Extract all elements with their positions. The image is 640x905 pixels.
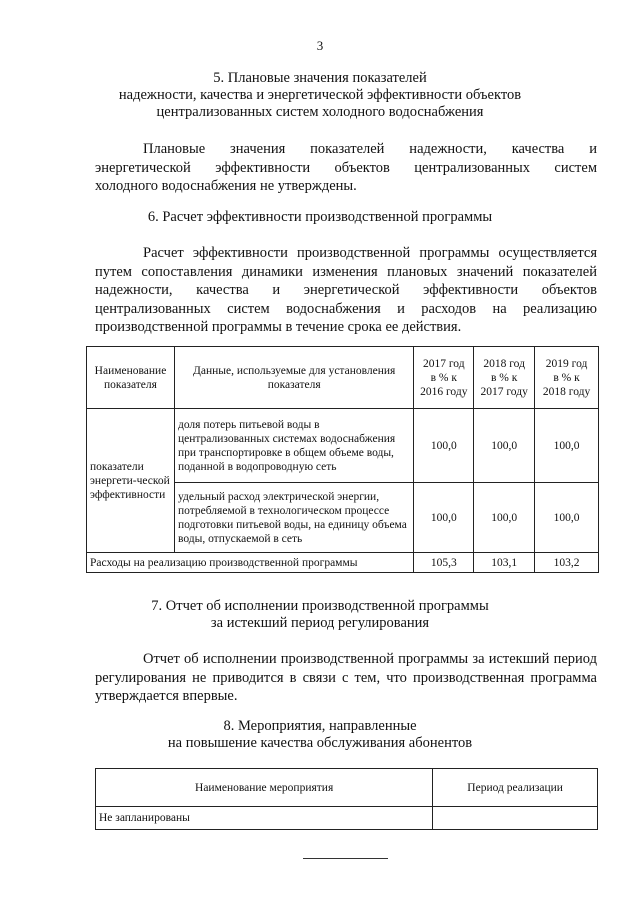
header-name: Наименование показателя: [87, 347, 175, 409]
section7-paragraph: [95, 650, 597, 706]
section5-paragraph: [95, 140, 597, 196]
efficiency-table: [86, 346, 599, 573]
table-header-row: [96, 769, 598, 807]
row-desc: доля потерь питьевой воды в централизованных системах водоснабжения при транспортировке в общем объеме воды, поданной в водопроводную сеть: [174, 409, 413, 483]
total-value-2019: 103,2: [535, 553, 599, 573]
heading-line: 6. Расчет эффективности производственной программы: [147, 209, 493, 225]
period-cell: [433, 807, 598, 830]
row-value-2018: 100,0: [474, 409, 535, 483]
activity-cell: Не запланированы: [96, 807, 433, 830]
para-line: регулирования не приводится в связи с тем, что производственная программа: [95, 669, 597, 686]
page-number: 3: [316, 38, 324, 53]
header-2018: 2018 год в % к 2017 году: [474, 347, 535, 409]
row-value-2019: 100,0: [535, 483, 599, 553]
row-value-2017: 100,0: [414, 483, 474, 553]
heading-line: надежности, качества и энергетической эффективности объектов: [118, 87, 522, 103]
para-line: Отчет об исполнении производственной программы за истекший период: [143, 651, 597, 667]
heading-line: за истекший период регулирования: [210, 615, 430, 631]
table-row: [87, 409, 599, 483]
header-2019: 2019 год в % к 2018 году: [535, 347, 599, 409]
row-value-2017: 100,0: [414, 409, 474, 483]
section8-heading: [80, 718, 560, 752]
para-line: централизованных систем водоснабжения и расходов на реализацию: [95, 300, 597, 317]
table-total-row: [87, 553, 599, 573]
para-line: надежности, качества и энергетической эффективности объектов: [95, 282, 597, 298]
para-line: энергетической эффективности объектов централизованных систем: [95, 159, 597, 176]
para-line: Расчет эффективности производственной программы осуществляется: [143, 245, 597, 261]
section5-heading: [80, 70, 560, 121]
total-value-2018: 103,1: [474, 553, 535, 573]
section7-heading: [80, 598, 560, 632]
heading-line: 8. Мероприятия, направленные: [223, 718, 417, 734]
row-value-2018: 100,0: [474, 483, 535, 553]
para-line: производственной программы в течение срока ее действия.: [95, 319, 462, 335]
header-activity: Наименование мероприятия: [96, 769, 433, 807]
section6-heading: [80, 209, 560, 226]
table-row: [96, 807, 598, 830]
heading-line: 7. Отчет об исполнении производственной программы: [151, 598, 489, 614]
group-label: показатели энергети-ческой эффективности: [87, 409, 175, 553]
para-line: утверждается впервые.: [95, 688, 238, 704]
row-value-2019: 100,0: [535, 409, 599, 483]
heading-line: централизованных систем холодного водоснабжения: [156, 104, 484, 120]
para-line: холодного водоснабжения не утверждены.: [95, 178, 357, 194]
header-period: Период реализации: [433, 769, 598, 807]
header-2017: 2017 год в % к 2016 году: [414, 347, 474, 409]
para-line: Плановые значения показателей надежности, качества и: [143, 141, 597, 157]
section6-paragraph: [95, 244, 597, 337]
total-label: Расходы на реализацию производственной программы: [87, 553, 414, 573]
para-line: путем сопоставления динамики изменения плановых значений показателей: [95, 263, 597, 280]
header-data: Данные, используемые для установления показателя: [174, 347, 413, 409]
heading-line: на повышение качества обслуживания абонентов: [167, 735, 473, 751]
activities-table: [95, 768, 598, 830]
table-header-row: [87, 347, 599, 409]
total-value-2017: 105,3: [414, 553, 474, 573]
heading-line: 5. Плановые значения показателей: [213, 70, 427, 86]
footer-rule: [303, 858, 388, 859]
row-desc: удельный расход электрической энергии, потребляемой в технологическом процессе подготовки питьевой воды, на единицу объема воды, отпускаемой в сеть: [174, 483, 413, 553]
